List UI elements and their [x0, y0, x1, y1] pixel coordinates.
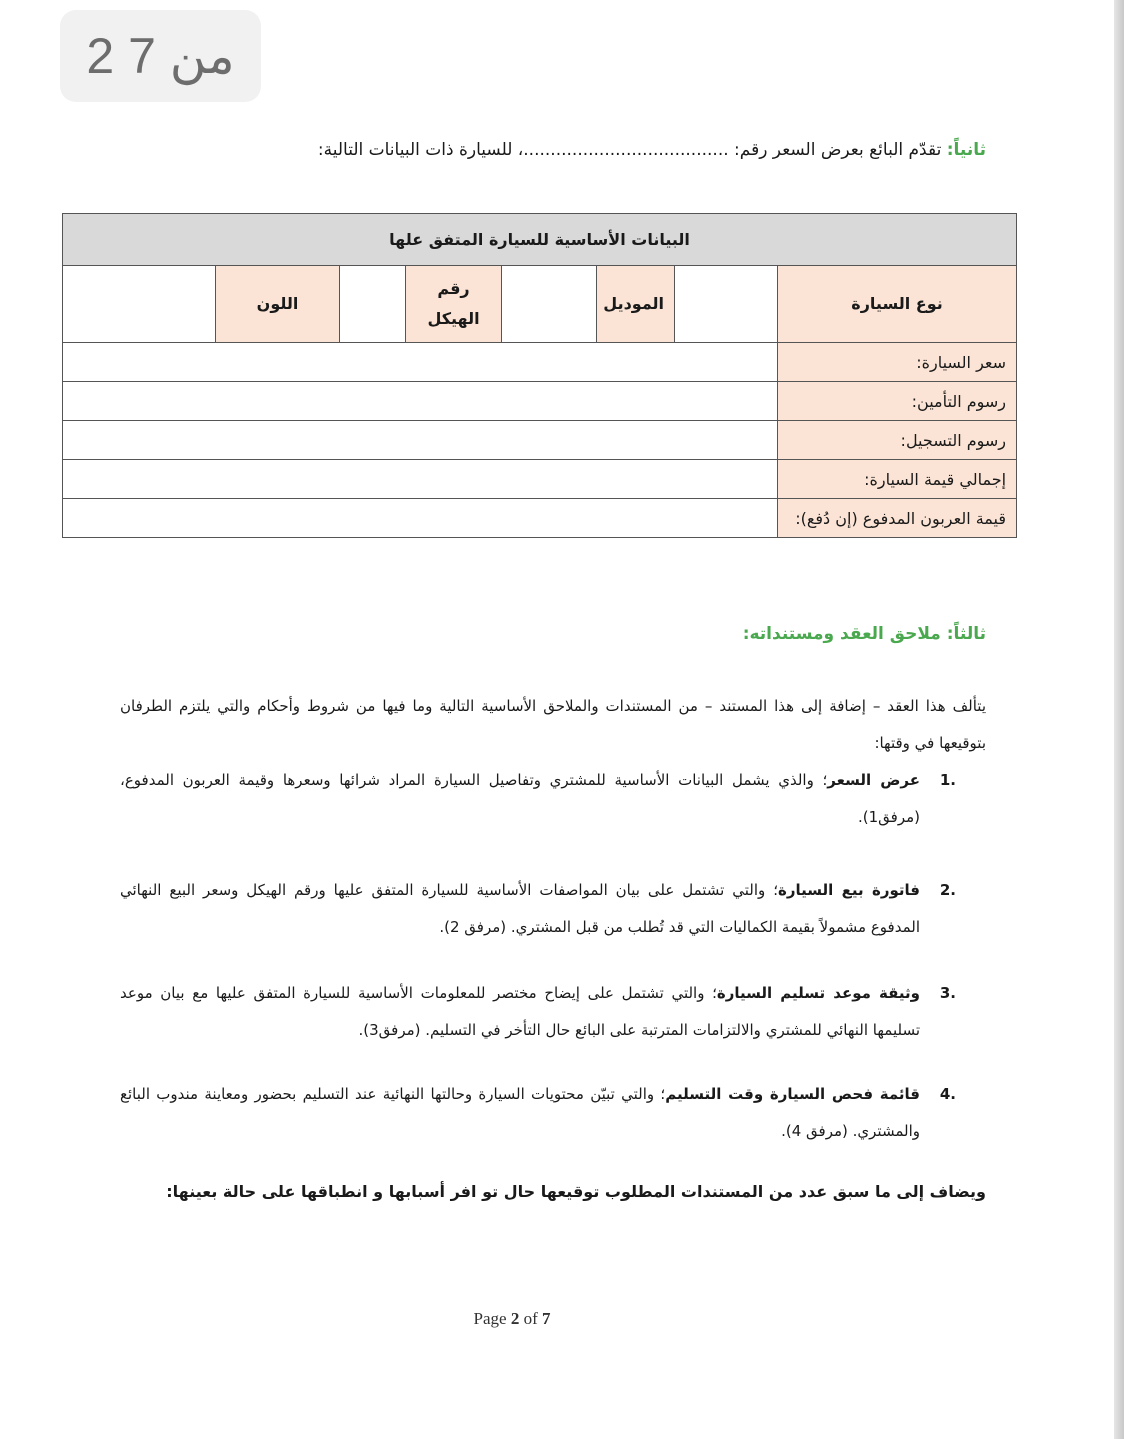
model-value-cell[interactable] — [502, 266, 597, 343]
chassis-value-cell[interactable] — [340, 266, 406, 343]
table-row — [63, 421, 1017, 460]
footer-total-pages: 7 — [541, 1309, 551, 1328]
color-value-cell[interactable] — [63, 266, 216, 343]
list-item — [120, 762, 986, 836]
list-item — [120, 1076, 986, 1150]
page-footer — [0, 1309, 1024, 1329]
table-row — [63, 460, 1017, 499]
list-item-title: فاتورة بيع السيارة — [777, 881, 920, 899]
car-price-value-cell[interactable] — [63, 343, 778, 382]
header-model: الموديل — [597, 266, 675, 343]
list-item-title: وثيقة موعد تسليم السيارة — [716, 984, 920, 1002]
row-label-insurance-fee: رسوم التأمين: — [778, 382, 1017, 421]
table-row — [63, 382, 1017, 421]
car-data-table — [62, 213, 1017, 538]
list-item-number: 3. — [939, 984, 956, 1002]
footer-of-word: of — [523, 1309, 538, 1328]
list-item-number: 1. — [939, 771, 956, 789]
list-item-text: ؛ والتي تبيّن محتويات السيارة وحالتها النهائية عند التسليم بحضور ومعاينة مندوب البائع والمشتري. (مرفق 4). — [120, 1085, 920, 1140]
section-3-heading — [743, 624, 986, 644]
table-row — [63, 343, 1017, 382]
header-chassis-number: رقم الهيكل — [406, 266, 502, 343]
header-color: اللون — [216, 266, 340, 343]
list-item-number: 4. — [939, 1085, 956, 1103]
row-label-car-price: سعر السيارة: — [778, 343, 1017, 382]
table-row — [63, 499, 1017, 538]
insurance-fee-value-cell[interactable] — [63, 382, 778, 421]
section-2-heading — [318, 140, 986, 160]
row-label-deposit: قيمة العربون المدفوع (إن دُفع): — [778, 499, 1017, 538]
footer-current-page: 2 — [510, 1309, 520, 1328]
page-edge-shadow — [1114, 0, 1124, 1439]
table-title: البيانات الأساسية للسيارة المتفق علها — [63, 214, 1017, 266]
registration-fee-value-cell[interactable] — [63, 421, 778, 460]
row-label-registration-fee: رسوم التسجيل: — [778, 421, 1017, 460]
list-item-text: ؛ والذي يشمل البيانات الأساسية للمشتري وتفاصيل السيارة المراد شرائها وسعرها وقيمة العربون المدفوع، (مرفق1). — [120, 771, 920, 826]
row-label-total-value: إجمالي قيمة السيارة: — [778, 460, 1017, 499]
footer-page-word: Page — [473, 1309, 507, 1328]
closing-sentence: ويضاف إلى ما سبق عدد من المستندات المطلوب توقيعها حال تو افر أسبابها و انطباقها على حالة بعينها: — [166, 1182, 986, 1201]
list-item-title: قائمة فحص السيارة وقت التسليم — [665, 1085, 920, 1103]
car-type-value-cell[interactable] — [675, 266, 778, 343]
list-item — [120, 975, 986, 1049]
intro-paragraph: يتألف هذا العقد – إضافة إلى هذا المستند – من المستندات والملاحق الأساسية التالية وما فيها من شروط وأحكام والتي يلتزم الطرفان بتوقيعها في وقتها: — [120, 697, 986, 752]
section-2-text: تقدّم البائع بعرض السعر رقم: ......................................، للسيارة ذات البيانات التالية: — [317, 140, 942, 160]
list-item-text: ؛ والتي تشتمل على إيضاح مختصر للمعلومات الأساسية للسيارة المتفق عليها مع بيان موعد تسليمها النهائي للمشتري والالتزامات المترتبة على البائع حال التأخر في التسليم. (مرفق3). — [120, 984, 920, 1039]
section-2-label: ثانياً: — [946, 140, 986, 160]
page-counter-badge: 2 من 7 — [60, 10, 261, 102]
section-3-label: ثالثاً: ملاحق العقد ومستنداته: — [742, 624, 986, 644]
list-item-title: عرض السعر — [827, 771, 920, 789]
deposit-value-cell[interactable] — [63, 499, 778, 538]
total-value-cell[interactable] — [63, 460, 778, 499]
list-item-number: 2. — [939, 881, 956, 899]
list-item-text: ؛ والتي تشتمل على بيان المواصفات الأساسية للسيارة المتفق عليها ورقم الهيكل وسعر البيع النهائي المدفوع مشمولاً بقيمة الكماليات التي قد تُطلب من قبل المشتري. (مرفق 2). — [120, 881, 920, 936]
list-item — [120, 872, 986, 946]
header-car-type: نوع السيارة — [778, 266, 1017, 343]
